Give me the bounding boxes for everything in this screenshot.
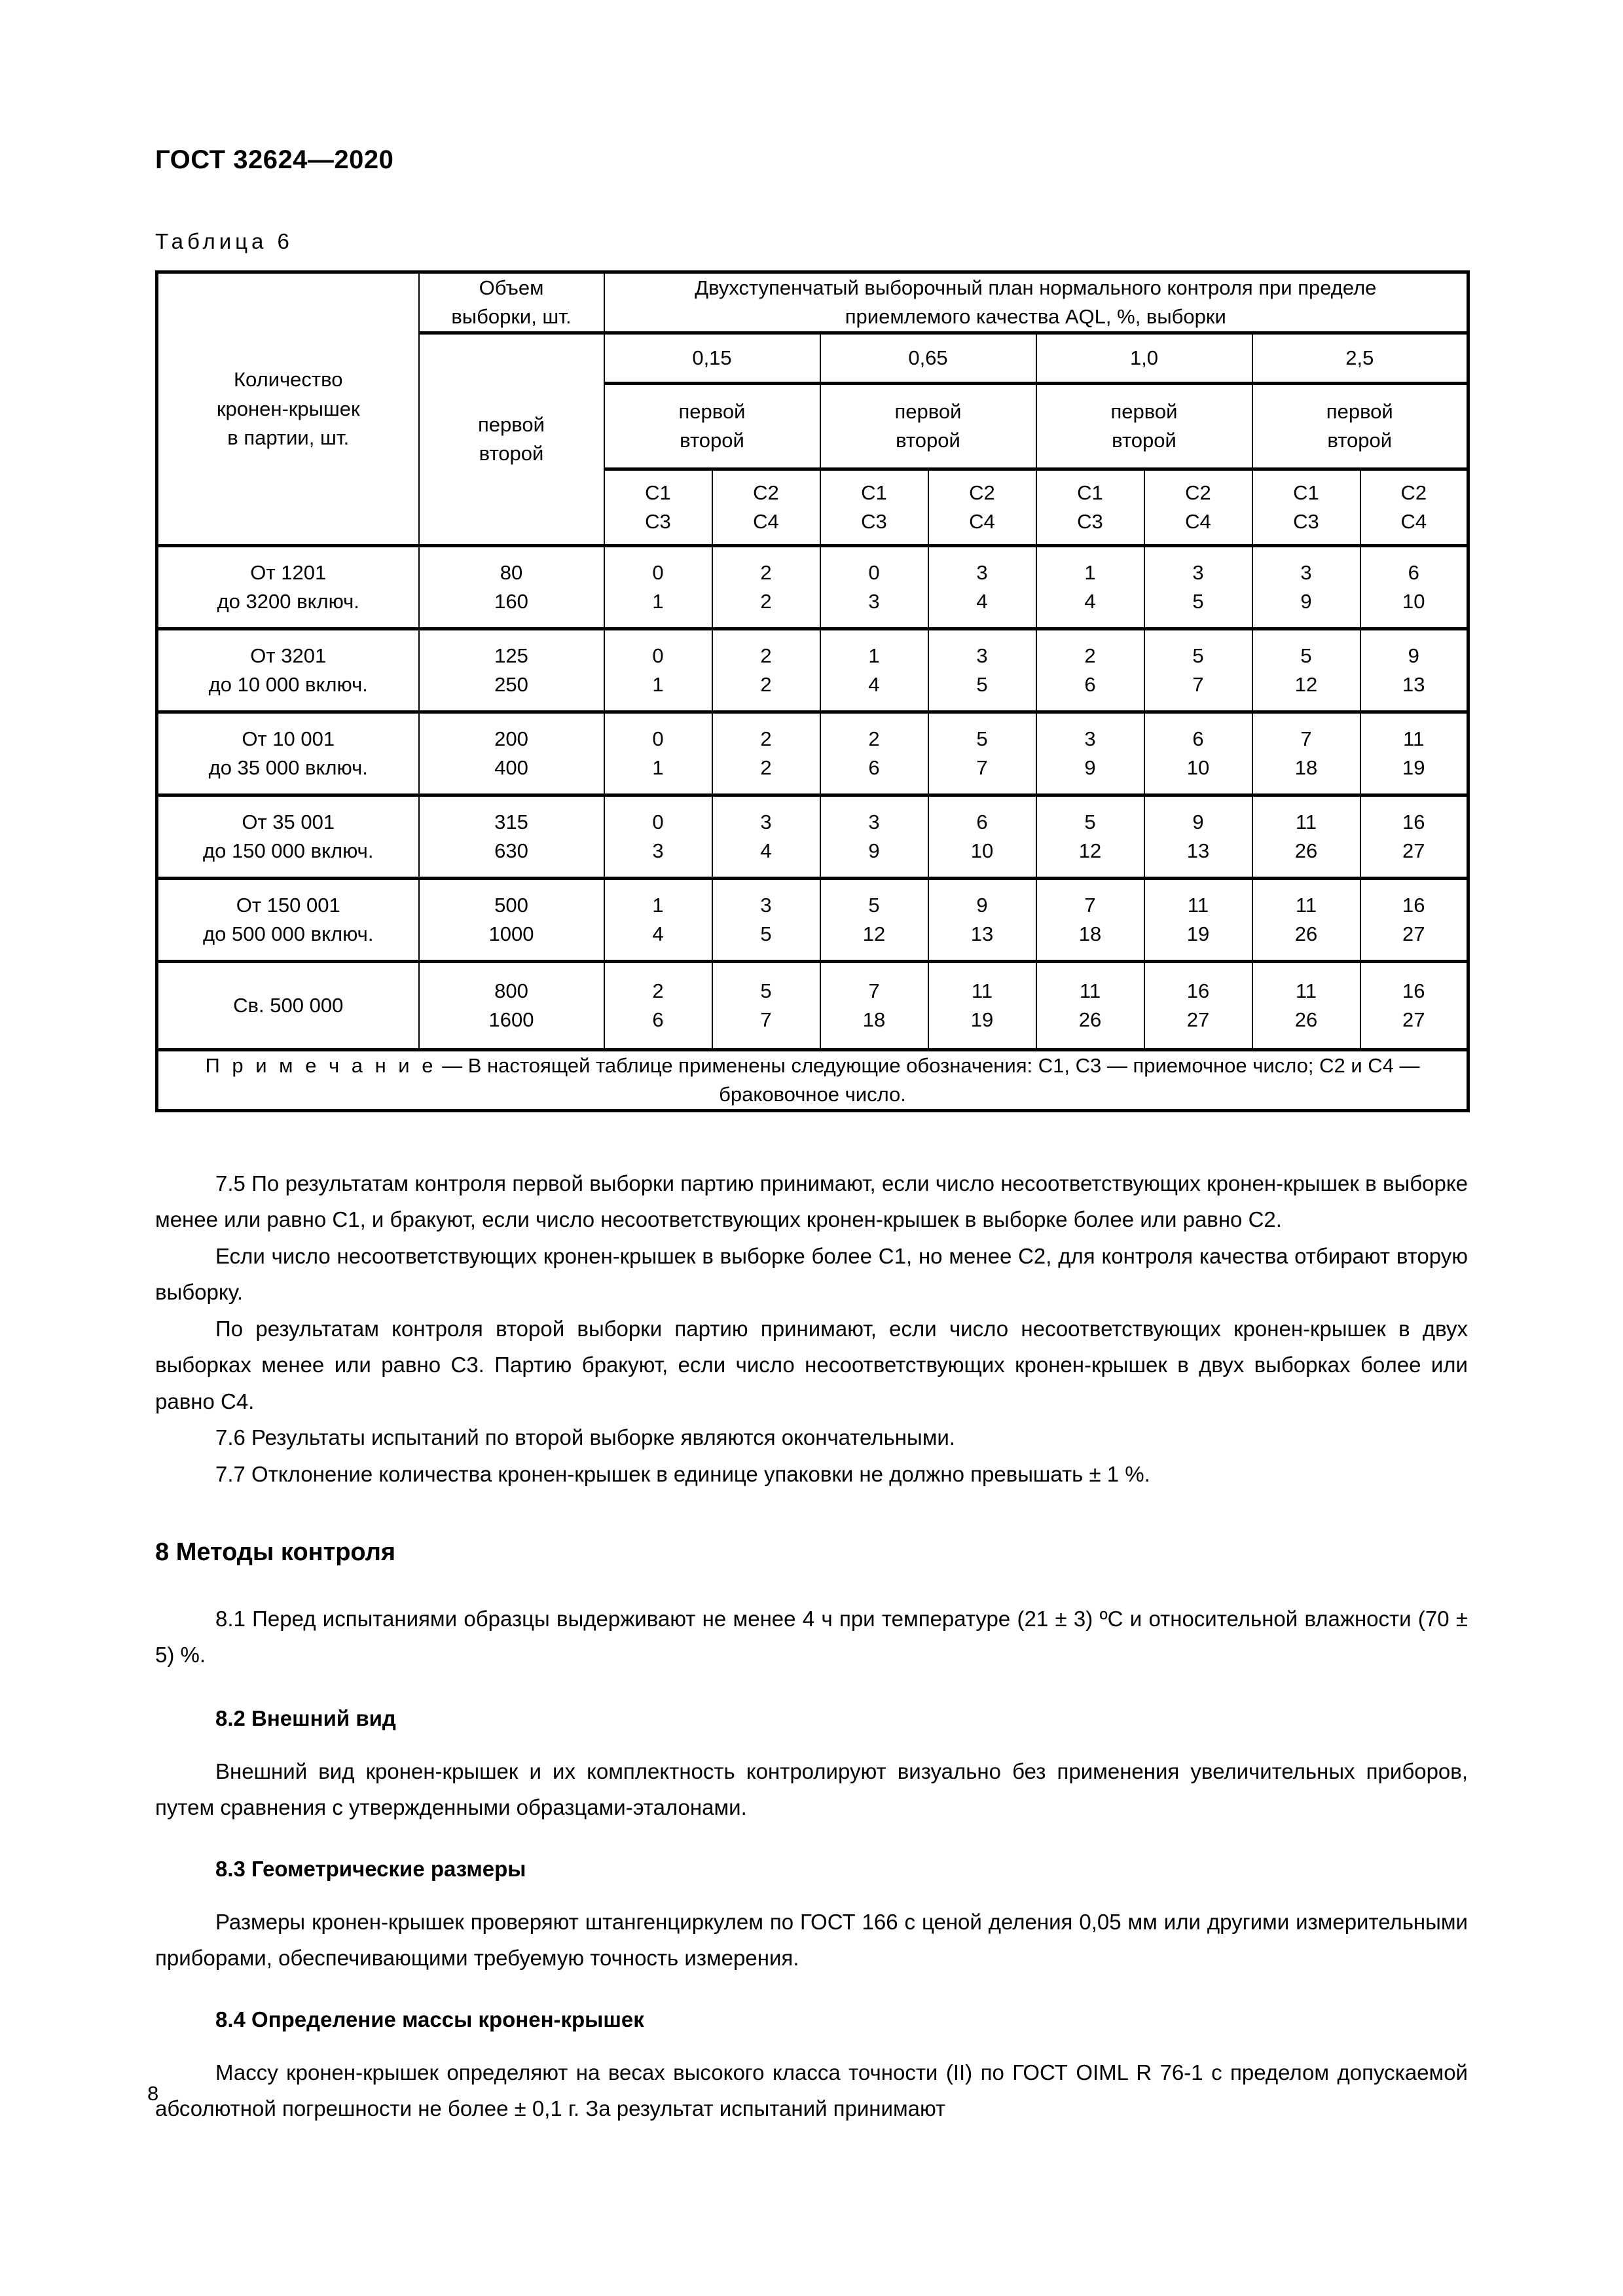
cell-first: 9 (1192, 811, 1204, 834)
cell-first: 11 (1187, 894, 1209, 917)
cell-second: 3 (868, 590, 880, 613)
row-sample-volume (419, 879, 604, 962)
cell-first: 3 (1084, 727, 1096, 751)
row-cell-0-4 (1036, 546, 1144, 629)
cell-second: 19 (970, 1008, 994, 1032)
header-lot-quantity-line1: Количество (234, 368, 343, 392)
row-cell-0-1 (712, 546, 820, 629)
cell-first: 3 (976, 561, 988, 585)
header-c1-label-4: С1 (1293, 481, 1319, 505)
section-8-title: 8 Методы контроля (155, 1539, 396, 1566)
table-6-container (155, 270, 1467, 1112)
row-sample-volume (419, 962, 604, 1050)
table-row (157, 879, 1468, 962)
section-8-3-title: 8.3 Геометрические размеры (215, 1857, 526, 1881)
cell-first: 5 (868, 894, 880, 917)
cell-second: 2 (760, 673, 772, 697)
row-cell-5-1 (712, 962, 820, 1050)
section-8-4-block (155, 2001, 1468, 2037)
cell-first: 0 (652, 644, 664, 668)
cell-second: 2 (760, 590, 772, 613)
row-lot-from: От 150 001 (236, 894, 340, 917)
cell-second: 9 (1300, 590, 1312, 613)
header-c2-aql-2-5 (1360, 469, 1468, 546)
sampling-plan-table (155, 270, 1470, 1112)
cell-second: 6 (652, 1008, 664, 1032)
header-stage-first-4: первой (1326, 400, 1393, 424)
row-sample-volume (419, 546, 604, 629)
header-plan-title-line2: приемлемого качества AQL, %, выборки (845, 305, 1226, 329)
cell-first: 2 (760, 561, 772, 585)
cell-second: 3 (652, 839, 664, 863)
header-c1-aql-0-65 (820, 469, 928, 546)
cell-second: 5 (976, 673, 988, 697)
cell-second: 9 (868, 839, 880, 863)
row-cell-3-7 (1360, 795, 1468, 879)
header-stage-second-1: второй (680, 429, 744, 452)
row-cell-4-5 (1144, 879, 1252, 962)
header-c1-label-1: С1 (645, 481, 671, 505)
cell-second: 26 (1078, 1008, 1102, 1032)
header-plan-title (604, 272, 1468, 333)
cell-second: 13 (970, 922, 994, 946)
header-stage-first-3: первой (1110, 400, 1178, 424)
table-note-lead: П р и м е ч а н и е (205, 1054, 437, 1078)
row-cell-1-6 (1252, 629, 1360, 712)
row-lot-to: до 10 000 включ. (208, 673, 368, 697)
row-cell-2-0 (604, 712, 712, 795)
row-cell-0-0 (604, 546, 712, 629)
cell-first: 16 (1402, 894, 1425, 917)
cell-second: 27 (1186, 1008, 1210, 1032)
cell-first: 9 (976, 894, 988, 917)
header-aql-2-5: 2,5 (1252, 333, 1468, 384)
paragraph-7-5-b: Если число несоответствующих кронен-крышек в выборке более С1, но менее С2, для контроля качества отбирают вторую выборку. (155, 1243, 1468, 1305)
header-c1-aql-1-0 (1036, 469, 1144, 546)
row-cell-0-3 (928, 546, 1036, 629)
cell-second: 27 (1402, 1008, 1425, 1032)
section-8-4-title: 8.4 Определение массы кронен-крышек (215, 2007, 644, 2032)
cell-first: 3 (1300, 561, 1312, 585)
header-stage-second-2: второй (896, 429, 960, 452)
table-row (157, 795, 1468, 879)
header-c2-label-1: С2 (753, 481, 779, 505)
section-8-1-block (155, 1601, 1468, 1673)
cell-first: 3 (760, 811, 772, 834)
cell-first: 5 (760, 979, 772, 1003)
row-cell-4-1 (712, 879, 820, 962)
cell-first: 1 (652, 894, 664, 917)
row-sample-second: 1000 (488, 922, 534, 946)
section-8-heading-block (155, 1532, 1468, 1574)
cell-second: 2 (760, 756, 772, 780)
cell-second: 12 (1294, 673, 1318, 697)
cell-second: 1 (652, 590, 664, 613)
table-note-row (157, 1050, 1468, 1111)
cell-first: 2 (760, 727, 772, 751)
cell-first: 11 (1295, 894, 1317, 917)
header-sample-first: первой (478, 413, 545, 437)
header-c1-aql-2-5 (1252, 469, 1360, 546)
row-sample-second: 400 (494, 756, 528, 780)
row-cell-1-2 (820, 629, 928, 712)
cell-first: 0 (652, 727, 664, 751)
row-sample-first: 800 (494, 979, 528, 1003)
header-stage-first-1: первой (678, 400, 746, 424)
cell-first: 2 (868, 727, 880, 751)
header-sample-second: второй (479, 442, 544, 465)
paragraph-7-6: 7.6 Результаты испытаний по второй выборке являются окончательными. (215, 1425, 955, 1450)
row-cell-3-2 (820, 795, 928, 879)
paragraph-7-5: 7.5 По результатам контроля первой выборки партию принимают, если число несоответствующих кронен-крышек в выборке менее или равно С1, и бракуют, если число несоответствующих кронен-крышек в выборке более или равно С2. (155, 1171, 1468, 1232)
cell-second: 6 (868, 756, 880, 780)
row-cell-3-4 (1036, 795, 1144, 879)
cell-first: 0 (868, 561, 880, 585)
cell-first: 16 (1402, 979, 1425, 1003)
row-cell-2-7 (1360, 712, 1468, 795)
header-c4-label-4: С4 (1400, 510, 1427, 534)
cell-second: 4 (652, 922, 664, 946)
row-sample-first: 500 (494, 894, 528, 917)
header-c4-label-3: С4 (1185, 510, 1211, 534)
row-sample-second: 630 (494, 839, 528, 863)
cell-second: 13 (1186, 839, 1210, 863)
table-header-row-1 (157, 272, 1468, 333)
cell-second: 13 (1402, 673, 1425, 697)
cell-second: 27 (1402, 922, 1425, 946)
row-cell-1-5 (1144, 629, 1252, 712)
cell-first: 7 (1300, 727, 1312, 751)
cell-first: 3 (1192, 561, 1204, 585)
cell-second: 19 (1186, 922, 1210, 946)
header-lot-quantity-line3: в партии, шт. (227, 426, 350, 449)
paragraph-8-4: Массу кронен-крышек определяют на весах высокого класса точности (II) по ГОСТ OIML R 76-1 с пределом допускаемой абсолютной погрешности не более ± 0,1 г. За результат испытаний принимают (155, 2060, 1468, 2121)
row-cell-1-7 (1360, 629, 1468, 712)
header-lot-quantity-line2: кронен-крышек (216, 397, 360, 420)
row-cell-1-0 (604, 629, 712, 712)
header-c1-label-3: С1 (1077, 481, 1103, 505)
cell-second: 7 (760, 1008, 772, 1032)
row-cell-5-0 (604, 962, 712, 1050)
cell-second: 26 (1294, 1008, 1318, 1032)
cell-first: 3 (868, 811, 880, 834)
paragraph-7-7: 7.7 Отклонение количества кронен-крышек в единице упаковки не должно превышать ± 1 %. (215, 1461, 1150, 1486)
row-sample-first: 125 (494, 644, 528, 668)
row-sample-first: 200 (494, 727, 528, 751)
cell-first: 7 (1084, 894, 1096, 917)
cell-first: 5 (1084, 811, 1096, 834)
section-8-2-title: 8.2 Внешний вид (215, 1706, 396, 1730)
cell-first: 6 (1192, 727, 1204, 751)
cell-second: 12 (1078, 839, 1102, 863)
cell-second: 6 (1084, 673, 1096, 697)
cell-second: 4 (976, 590, 988, 613)
row-cell-4-4 (1036, 879, 1144, 962)
cell-first: 0 (652, 561, 664, 585)
section-8-2-text (155, 1753, 1468, 1826)
cell-second: 18 (1078, 922, 1102, 946)
cell-first: 2 (760, 644, 772, 668)
header-c2-label-3: С2 (1185, 481, 1211, 505)
paragraph-7-5-c: По результатам контроля второй выборки партию принимают, если число несоответствующих кронен-крышек в двух выборках менее или равно С3. Партию бракуют, если число несоответствующих кронен-крышек в двух выборках более или равно С4. (155, 1316, 1468, 1413)
cell-first: 3 (760, 894, 772, 917)
paragraph-8-1: 8.1 Перед испытаниями образцы выдерживают не менее 4 ч при температуре (21 ± 3) ºС и относительной влажности (70 ± 5) %. (155, 1607, 1468, 1667)
row-cell-1-4 (1036, 629, 1144, 712)
cell-first: 11 (1403, 727, 1425, 751)
row-cell-2-1 (712, 712, 820, 795)
cell-first: 11 (1295, 811, 1317, 834)
paragraph-8-3: Размеры кронен-крышек проверяют штангенциркулем по ГОСТ 166 с ценой деления 0,05 мм или другими измерительными приборами, обеспечивающими требуемую точность измерения. (155, 1910, 1468, 1971)
row-lot-from: От 35 001 (242, 811, 335, 834)
header-stages-aql-0-15 (604, 384, 820, 469)
cell-first: 5 (1192, 644, 1204, 668)
cell-first: 11 (1295, 979, 1317, 1003)
header-stages-aql-1-0 (1036, 384, 1252, 469)
row-cell-4-6 (1252, 879, 1360, 962)
header-lot-quantity (157, 272, 419, 546)
row-cell-1-3 (928, 629, 1036, 712)
header-stages-aql-0-65 (820, 384, 1036, 469)
row-cell-2-6 (1252, 712, 1360, 795)
cell-second: 27 (1402, 839, 1425, 863)
row-cell-0-7 (1360, 546, 1468, 629)
cell-second: 10 (1402, 590, 1425, 613)
cell-first: 11 (971, 979, 993, 1003)
header-c3-label-2: С3 (861, 510, 887, 534)
page-number: 8 (147, 2082, 159, 2105)
row-cell-5-4 (1036, 962, 1144, 1050)
row-cell-4-0 (604, 879, 712, 962)
header-c2-aql-0-15 (712, 469, 820, 546)
row-cell-5-7 (1360, 962, 1468, 1050)
header-c4-label-1: С4 (753, 510, 779, 534)
row-sample-second: 250 (494, 673, 528, 697)
cell-first: 0 (652, 811, 664, 834)
row-cell-4-7 (1360, 879, 1468, 962)
cell-second: 4 (868, 673, 880, 697)
cell-second: 1 (652, 756, 664, 780)
cell-second: 4 (760, 839, 772, 863)
row-cell-1-1 (712, 629, 820, 712)
header-stage-second-3: второй (1112, 429, 1176, 452)
table-note (157, 1050, 1468, 1111)
table-caption: Таблица 6 (155, 229, 293, 253)
cell-second: 9 (1084, 756, 1096, 780)
section-8-3-block (155, 1851, 1468, 1887)
section-8-2-block (155, 1700, 1468, 1736)
paragraph-8-2: Внешний вид кронен-крышек и их комплектность контролируют визуально без применения увеличительных приборов, путем сравнения с утвержденными образцами-эталонами. (155, 1759, 1468, 1820)
header-c3-label-1: С3 (645, 510, 671, 534)
header-stages-aql-2-5 (1252, 384, 1468, 469)
row-lot-range (157, 795, 419, 879)
cell-first: 5 (1300, 644, 1312, 668)
row-cell-2-4 (1036, 712, 1144, 795)
table-note-text: — В настоящей таблице применены следующие обозначения: С1, С3 — приемочное число; С2 и С4 — браковочное число. (436, 1054, 1420, 1106)
section-8-4-text (155, 2054, 1468, 2127)
cell-second: 7 (976, 756, 988, 780)
cell-second: 10 (970, 839, 994, 863)
cell-first: 16 (1186, 979, 1210, 1003)
header-c3-label-4: С3 (1293, 510, 1319, 534)
row-lot-to: до 3200 включ. (217, 590, 359, 613)
row-cell-5-6 (1252, 962, 1360, 1050)
cell-first: 16 (1402, 811, 1425, 834)
header-sample-volume-line1: Объем (479, 276, 544, 299)
cell-first: 1 (868, 644, 880, 668)
row-cell-5-3 (928, 962, 1036, 1050)
cell-second: 5 (1192, 590, 1204, 613)
header-aql-0-65: 0,65 (820, 333, 1036, 384)
row-lot-from: Св. 500 000 (233, 994, 344, 1017)
cell-first: 9 (1408, 644, 1419, 668)
header-sample-volume (419, 272, 604, 333)
row-lot-to: до 35 000 включ. (208, 756, 368, 780)
cell-first: 6 (1408, 561, 1419, 585)
row-lot-to: до 150 000 включ. (203, 839, 374, 863)
cell-second: 26 (1294, 922, 1318, 946)
row-lot-range (157, 962, 419, 1050)
row-lot-range (157, 879, 419, 962)
row-cell-2-5 (1144, 712, 1252, 795)
section-8-3-text (155, 1904, 1468, 1977)
row-sample-volume (419, 712, 604, 795)
cell-first: 7 (868, 979, 880, 1003)
row-lot-range (157, 712, 419, 795)
row-lot-from: От 10 001 (242, 727, 335, 751)
header-c4-label-2: С4 (969, 510, 995, 534)
section-7-text (155, 1165, 1468, 1492)
header-c1-aql-0-15 (604, 469, 712, 546)
row-cell-4-3 (928, 879, 1036, 962)
row-lot-from: От 3201 (250, 644, 327, 668)
cell-second: 18 (862, 1008, 886, 1032)
cell-second: 4 (1084, 590, 1096, 613)
row-cell-3-6 (1252, 795, 1360, 879)
header-stage-first-2: первой (894, 400, 962, 424)
row-lot-range (157, 629, 419, 712)
row-cell-3-3 (928, 795, 1036, 879)
row-cell-0-5 (1144, 546, 1252, 629)
cell-first: 6 (976, 811, 988, 834)
header-c2-aql-1-0 (1144, 469, 1252, 546)
table-row (157, 546, 1468, 629)
row-sample-volume (419, 795, 604, 879)
cell-second: 18 (1294, 756, 1318, 780)
row-sample-volume (419, 629, 604, 712)
row-cell-0-6 (1252, 546, 1360, 629)
header-plan-title-line1: Двухступенчатый выборочный план нормального контроля при пределе (695, 276, 1377, 299)
table-row (157, 629, 1468, 712)
table-row (157, 962, 1468, 1050)
header-c2-aql-0-65 (928, 469, 1036, 546)
header-c3-label-3: С3 (1077, 510, 1103, 534)
row-cell-3-0 (604, 795, 712, 879)
cell-first: 2 (1084, 644, 1096, 668)
row-cell-3-5 (1144, 795, 1252, 879)
cell-second: 19 (1402, 756, 1425, 780)
row-cell-3-1 (712, 795, 820, 879)
header-sample-volume-stages (419, 333, 604, 546)
row-sample-second: 160 (494, 590, 528, 613)
row-cell-0-2 (820, 546, 928, 629)
cell-second: 5 (760, 922, 772, 946)
cell-first: 5 (976, 727, 988, 751)
header-aql-1-0: 1,0 (1036, 333, 1252, 384)
row-sample-second: 1600 (488, 1008, 534, 1032)
cell-second: 1 (652, 673, 664, 697)
header-c2-label-2: С2 (969, 481, 995, 505)
row-lot-range (157, 546, 419, 629)
cell-second: 10 (1186, 756, 1210, 780)
header-c2-label-4: С2 (1400, 481, 1427, 505)
header-c1-label-2: С1 (861, 481, 887, 505)
header-aql-0-15: 0,15 (604, 333, 820, 384)
header-stage-second-4: второй (1327, 429, 1393, 452)
row-lot-to: до 500 000 включ. (203, 922, 374, 946)
cell-first: 3 (976, 644, 988, 668)
document-standard-number: ГОСТ 32624—2020 (155, 145, 394, 174)
row-cell-4-2 (820, 879, 928, 962)
row-cell-5-2 (820, 962, 928, 1050)
cell-first: 11 (1079, 979, 1101, 1003)
cell-second: 7 (1192, 673, 1204, 697)
row-cell-2-2 (820, 712, 928, 795)
cell-second: 12 (862, 922, 886, 946)
row-cell-5-5 (1144, 962, 1252, 1050)
cell-second: 26 (1294, 839, 1318, 863)
header-sample-volume-line2: выборки, шт. (451, 305, 572, 329)
row-sample-first: 315 (494, 811, 528, 834)
cell-first: 1 (1084, 561, 1096, 585)
row-lot-from: От 1201 (250, 561, 327, 585)
table-row (157, 712, 1468, 795)
cell-first: 2 (652, 979, 664, 1003)
row-sample-first: 80 (500, 561, 523, 585)
row-cell-2-3 (928, 712, 1036, 795)
